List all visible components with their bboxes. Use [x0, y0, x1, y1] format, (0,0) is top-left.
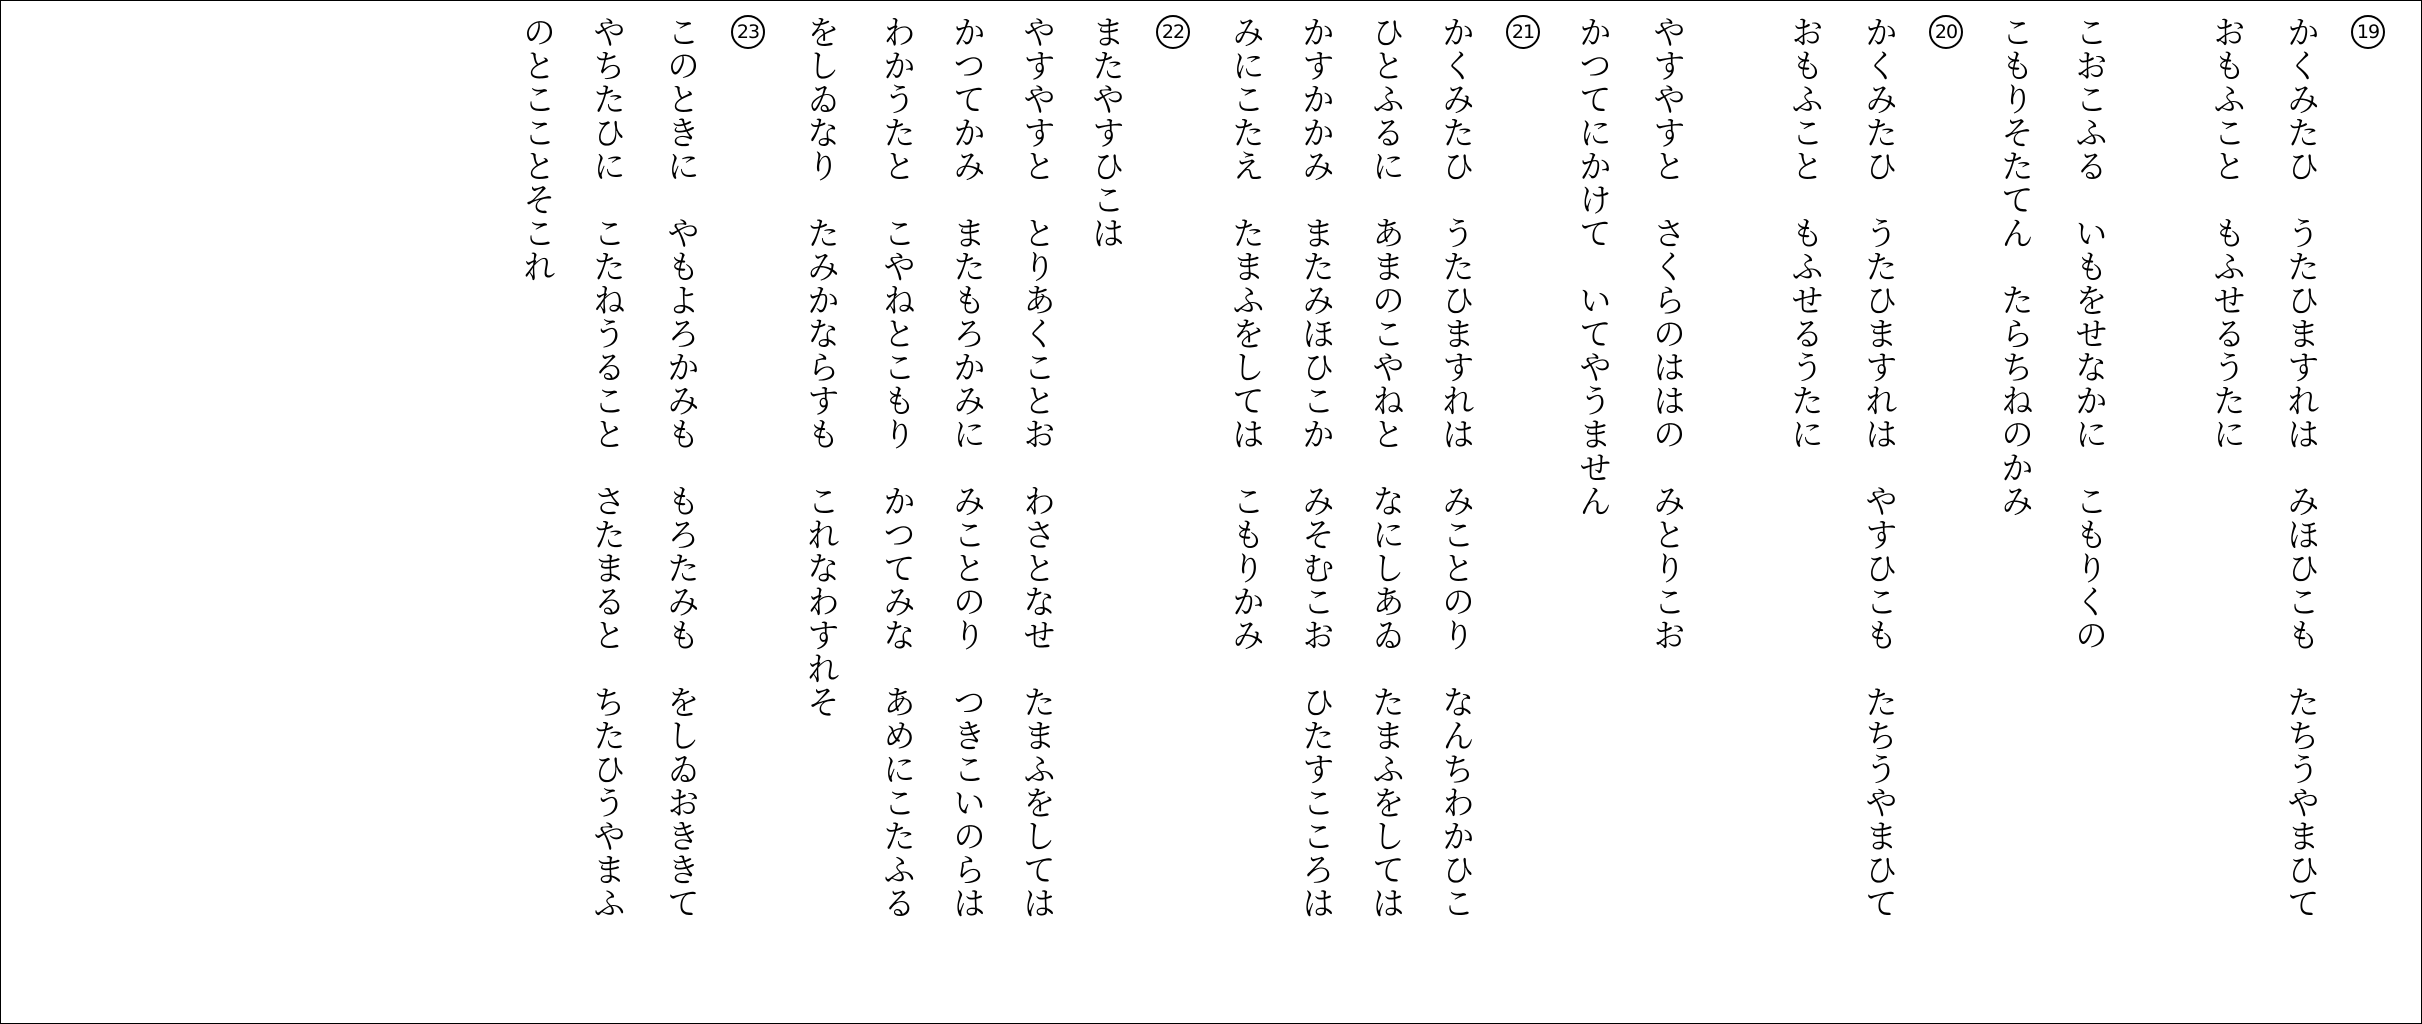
text-column: こもりそたてん たらちねのかみ — [1996, 15, 2035, 518]
text-column: かすかかみ またみほひこか みそむこお ひたすこころは — [1297, 15, 1336, 920]
text-column: かつてにかけて いてやうません — [1574, 15, 1613, 518]
text-column: こおこふる いもをせなかに こもりくの — [2070, 15, 2109, 652]
text-column: やすやすと とりあくことお わさとなせ たまふをしては — [1018, 15, 1057, 920]
text-column: かくみたひ うたひますれは みことのり なんちわかひこ — [1437, 15, 1476, 920]
poem-number-21: 21 — [1506, 15, 1540, 49]
poem-number-22: 22 — [1156, 15, 1190, 49]
text-column: をしゐなり たみかならすも これなわすれそ — [802, 15, 841, 719]
text-column: またやすひこは — [1087, 15, 1126, 250]
text-column: ひとふるに あまのこやねと なにしあゐ たまふをしては — [1367, 15, 1406, 920]
text-column: かくみたひ うたひますれは みほひこも たちうやまひて — [2282, 15, 2321, 920]
poem-number-23: 23 — [731, 15, 765, 49]
poem-number-20: 20 — [1929, 15, 1963, 49]
text-column: おもふこと もふせるうたに — [1786, 15, 1825, 451]
text-column: かくみたひ うたひますれは やすひこも たちうやまひて — [1860, 15, 1899, 920]
poem-number-19: 19 — [2351, 15, 2385, 49]
text-column: おもふこと もふせるうたに — [2208, 15, 2247, 451]
text-column: このときに やもよろかみも もろたみも をしゐおききて — [662, 15, 701, 920]
text-column: わかうたと こやねとこもり かつてみな あめにこたふる — [878, 15, 917, 920]
text-column: やすやすと さくらのははの みとりこお — [1648, 15, 1687, 652]
text-column: みにこたえ たまふをしては こもりかみ — [1227, 15, 1266, 652]
text-column: やちたひに こたねうること さたまると ちたひうやまふ — [588, 15, 627, 920]
text-column: かつてかみ またもろかみに みことのり つきこいのらは — [948, 15, 987, 920]
text-column: のとこことそこれ — [518, 15, 557, 283]
